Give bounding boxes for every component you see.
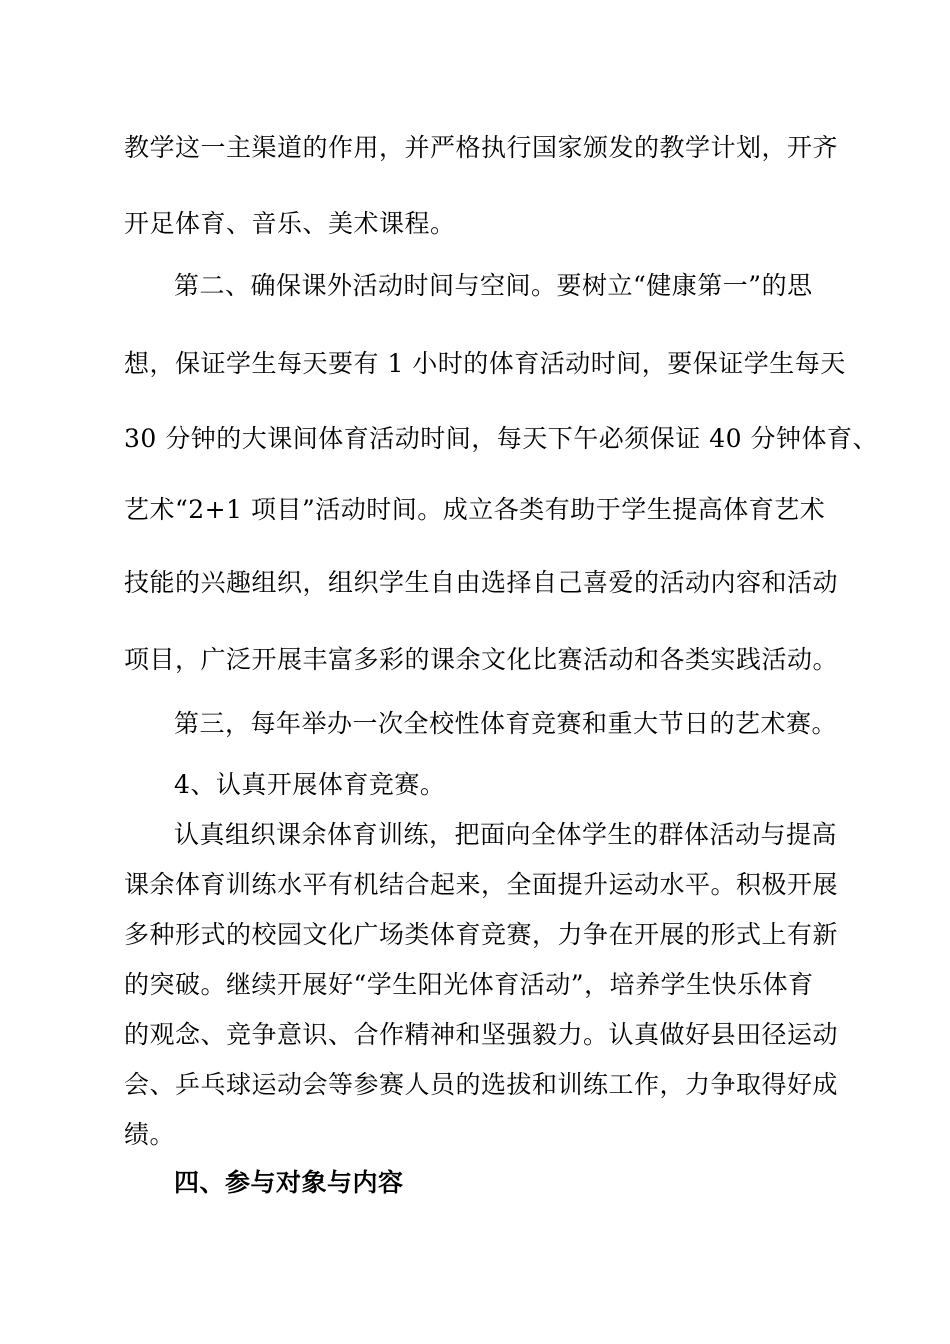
text-line: 想，保证学生每天要有 1 小时的体育活动时间，要保证学生每天 xyxy=(124,349,846,378)
text-line: 的突破。继续开展好“学生阳光体育活动”，培养学生快乐体育 xyxy=(124,970,814,999)
text-line: 会、乒乓球运动会等参赛人员的选拔和训练工作，力争取得好成 xyxy=(124,1070,839,1099)
section-heading: 四、参与对象与内容 xyxy=(174,1168,404,1197)
paragraph-start-line: 第二、确保课外活动时间与空间。要树立“健康第一”的思 xyxy=(174,271,813,300)
text-line: 课余体育训练水平有机结合起来，全面提升运动水平。积极开展 xyxy=(124,870,839,899)
paragraph-start-line: 认真组织课余体育训练，把面向全体学生的群体活动与提高 xyxy=(174,820,838,849)
text-line: 的观念、竞争意识、合作精神和坚强毅力。认真做好县田径运动 xyxy=(124,1020,839,1049)
text-line: 多种形式的校园文化广场类体育竞赛，力争在开展的形式上有新 xyxy=(124,920,839,949)
text-line: 绩。 xyxy=(124,1120,176,1149)
list-item-heading: 4、认真开展体育竞赛。 xyxy=(174,770,446,799)
text-line: 30 分钟的大课间体育活动时间，每天下午必须保证 40 分钟体育、 xyxy=(124,424,878,453)
text-line: 开足体育、音乐、美术课程。 xyxy=(124,209,456,238)
text-line: 技能的兴趣组织，组织学生自由选择自己喜爱的活动内容和活动 xyxy=(124,568,839,597)
text-line: 项目，广泛开展丰富多彩的课余文化比赛活动和各类实践活动。 xyxy=(124,645,839,674)
text-line: 教学这一主渠道的作用，并严格执行国家颁发的教学计划，开齐 xyxy=(124,133,839,162)
paragraph-start-line: 第三，每年举办一次全校性体育竞赛和重大节日的艺术赛。 xyxy=(174,709,838,738)
text-line: 艺术“2+1 项目”活动时间。成立各类有助于学生提高体育艺术 xyxy=(124,495,826,524)
